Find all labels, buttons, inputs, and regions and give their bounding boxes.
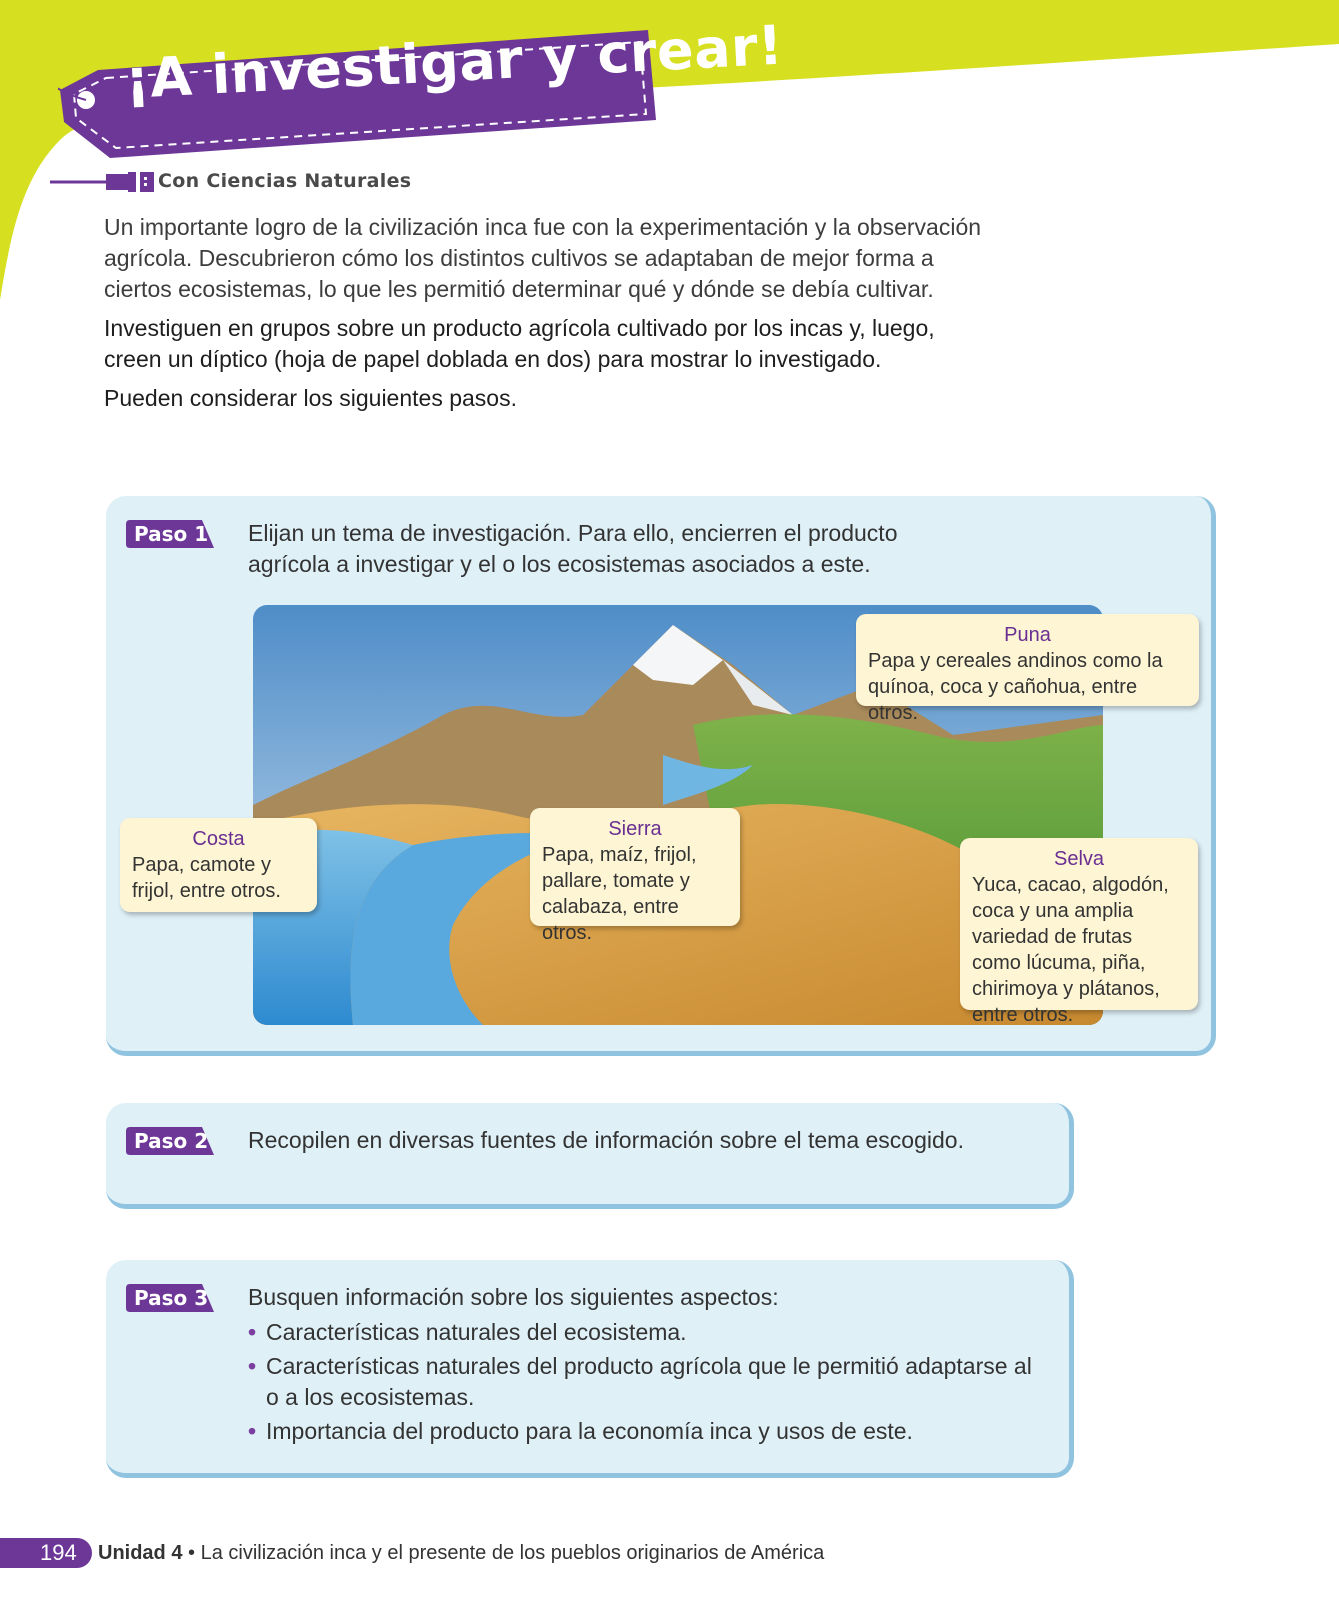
intro-paragraph: Un importante logro de la civilización inca fue con la experimentación y la observación agrícola. Descubrieron cómo los distintos cultivos se adaptaban de mejor forma a ciertos ecosistemas, lo que les permitió determinar qué y dónde se debía cultivar.: [104, 214, 982, 302]
callout-title: Puna: [1004, 624, 1051, 646]
callout-text: Papa, maíz, frijol, pallare, tomate y calabaza, entre otros.: [542, 844, 697, 944]
callout-title: Sierra: [608, 818, 662, 840]
footer-unit: Unidad 4: [98, 1542, 183, 1564]
step-1-badge: Paso 1: [134, 522, 209, 546]
step-2-badge: Paso 2: [134, 1129, 209, 1153]
steps-intro: Pueden considerar los siguientes pasos.: [104, 385, 517, 411]
footer-separator: •: [188, 1542, 196, 1564]
list-item: • Importancia del producto para la economía inca y usos de este.: [248, 1416, 1048, 1447]
step-3-badge: Paso 3: [134, 1286, 209, 1310]
footer-chapter: La civilización inca y el presente de los pueblos originarios de América: [200, 1542, 825, 1564]
page-number: 194: [40, 1540, 77, 1565]
callout-text: Papa, camote y frijol, entre otros.: [132, 854, 281, 902]
footer-caption: [98, 1538, 824, 1568]
callout-costa: [120, 818, 317, 912]
step-1-text: Elijan un tema de investigación. Para ello, encierren el producto agrícola a investigar y el o los ecosistemas asociados a este.: [248, 520, 898, 577]
callout-text: Papa y cereales andinos como la quínoa, coca y cañohua, entre otros.: [868, 650, 1163, 724]
step-3-box: [106, 1260, 1074, 1478]
aspects-list: [248, 1317, 1048, 1447]
callout-puna: [856, 614, 1199, 724]
intro: [104, 212, 984, 422]
callout-sierra: [530, 808, 740, 944]
step-3-content: [248, 1282, 1048, 1450]
callout-selva: [960, 838, 1198, 1026]
callout-title: Costa: [192, 828, 245, 850]
plug-icon: [0, 168, 160, 196]
step-2-box: [106, 1103, 1074, 1209]
page-title: ¡A investigar y crear!: [123, 13, 785, 111]
callout-text: Yuca, cacao, algodón, coca y una amplia variedad de frutas como lúcuma, piña, chirimoya y plátanos, entre otros.: [972, 874, 1169, 1026]
subject-label: Con Ciencias Naturales: [158, 170, 412, 192]
instruction-paragraph: Investiguen en grupos sobre un producto agrícola cultivado por los incas y, luego, creen un díptico (hoja de papel doblada en dos) para mostrar lo investigado.: [104, 315, 935, 372]
step-3-text: Busquen información sobre los siguientes aspectos:: [248, 1284, 779, 1310]
list-item: • Características naturales del ecosistema.: [248, 1317, 1048, 1348]
callout-title: Selva: [1053, 848, 1105, 870]
list-item: • Características naturales del producto agrícola que le permitió adaptarse al o a los ecosistemas.: [248, 1351, 1048, 1413]
step-2-text: Recopilen en diversas fuentes de información sobre el tema escogido.: [248, 1127, 964, 1153]
